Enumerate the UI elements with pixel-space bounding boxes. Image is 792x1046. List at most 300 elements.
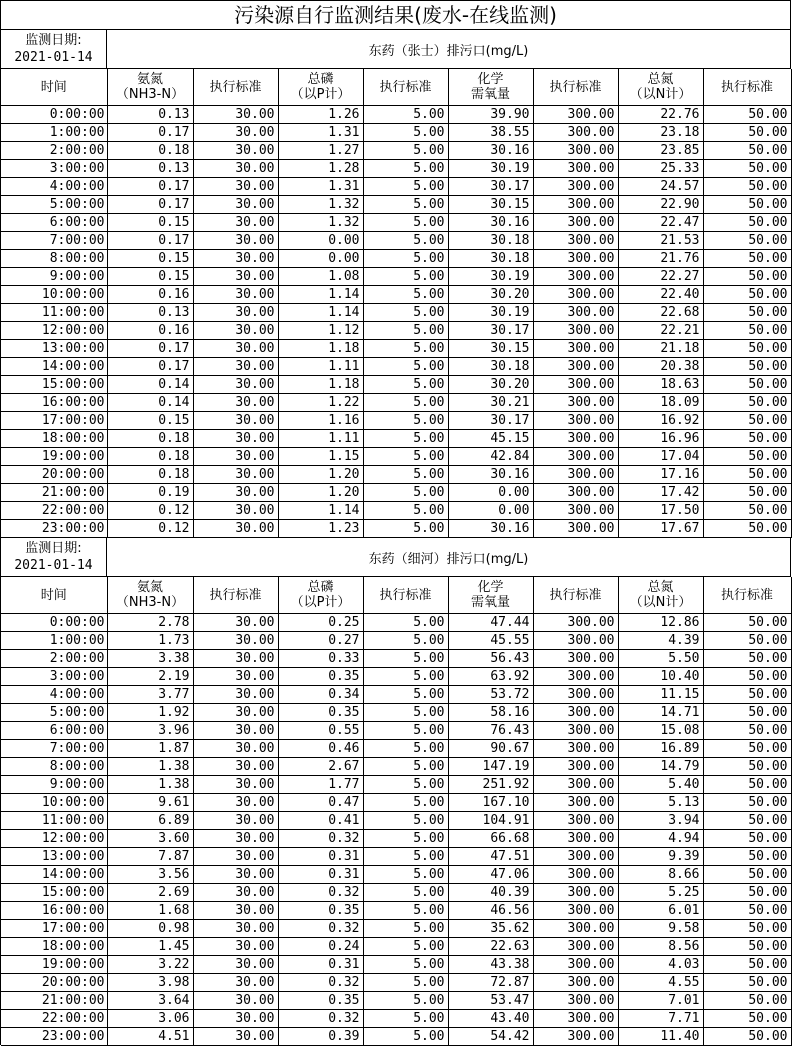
value-cell: 1.32 bbox=[278, 214, 363, 232]
value-cell: 1.18 bbox=[278, 340, 363, 358]
value-cell: 167.10 bbox=[448, 794, 533, 812]
value-cell: 5.00 bbox=[363, 758, 448, 776]
value-cell: 5.00 bbox=[363, 214, 448, 232]
value-cell: 300.00 bbox=[533, 196, 618, 214]
value-cell: 50.00 bbox=[703, 938, 791, 956]
column-header-line: 执行标准 bbox=[379, 79, 432, 95]
value-cell: 0.31 bbox=[278, 956, 363, 974]
value-cell: 30.18 bbox=[448, 358, 533, 376]
value-cell: 5.00 bbox=[363, 902, 448, 920]
value-cell: 0.13 bbox=[107, 304, 193, 322]
time-cell: 12:00:00 bbox=[1, 830, 107, 848]
value-cell: 53.47 bbox=[448, 992, 533, 1010]
value-cell: 76.43 bbox=[448, 722, 533, 740]
time-cell: 7:00:00 bbox=[1, 232, 107, 250]
column-header-line: 执行标准 bbox=[720, 79, 773, 95]
column-header-line: 总氮 bbox=[647, 72, 674, 87]
value-cell: 22.68 bbox=[618, 304, 703, 322]
value-cell: 50.00 bbox=[703, 794, 791, 812]
column-header bbox=[703, 69, 791, 106]
value-cell: 300.00 bbox=[533, 884, 618, 902]
value-cell: 104.91 bbox=[448, 812, 533, 830]
value-cell: 58.16 bbox=[448, 704, 533, 722]
value-cell: 5.00 bbox=[363, 106, 448, 124]
value-cell: 5.00 bbox=[363, 520, 448, 538]
value-cell: 300.00 bbox=[533, 106, 618, 124]
value-cell: 50.00 bbox=[703, 322, 791, 340]
value-cell: 0.32 bbox=[278, 920, 363, 938]
value-cell: 72.87 bbox=[448, 974, 533, 992]
value-cell: 17.16 bbox=[618, 466, 703, 484]
value-cell: 0.00 bbox=[278, 250, 363, 268]
value-cell: 22.63 bbox=[448, 938, 533, 956]
value-cell: 30.16 bbox=[448, 142, 533, 160]
value-cell: 30.15 bbox=[448, 196, 533, 214]
value-cell: 50.00 bbox=[703, 124, 791, 142]
time-cell: 4:00:00 bbox=[1, 178, 107, 196]
value-cell: 9.58 bbox=[618, 920, 703, 938]
table-row bbox=[1, 884, 791, 902]
time-cell: 11:00:00 bbox=[1, 812, 107, 830]
value-cell: 50.00 bbox=[703, 776, 791, 794]
column-header bbox=[278, 577, 363, 614]
column-header bbox=[363, 69, 448, 106]
value-cell: 30.00 bbox=[193, 704, 278, 722]
outlet-name: 东药（细河）排污口(mg/L) bbox=[107, 538, 791, 577]
value-cell: 30.00 bbox=[193, 430, 278, 448]
value-cell: 17.04 bbox=[618, 448, 703, 466]
value-cell: 300.00 bbox=[533, 412, 618, 430]
value-cell: 0.46 bbox=[278, 740, 363, 758]
value-cell: 300.00 bbox=[533, 124, 618, 142]
value-cell: 30.00 bbox=[193, 124, 278, 142]
value-cell: 1.14 bbox=[278, 502, 363, 520]
column-header-line: 需氧量 bbox=[470, 87, 510, 102]
value-cell: 300.00 bbox=[533, 160, 618, 178]
value-cell: 5.00 bbox=[363, 268, 448, 286]
table-row bbox=[1, 178, 791, 196]
value-cell: 8.56 bbox=[618, 938, 703, 956]
value-cell: 56.43 bbox=[448, 650, 533, 668]
value-cell: 16.96 bbox=[618, 430, 703, 448]
table-row bbox=[1, 668, 791, 686]
value-cell: 50.00 bbox=[703, 758, 791, 776]
value-cell: 30.00 bbox=[193, 520, 278, 538]
column-header bbox=[618, 577, 703, 614]
time-cell: 21:00:00 bbox=[1, 484, 107, 502]
value-cell: 1.20 bbox=[278, 466, 363, 484]
value-cell: 5.00 bbox=[363, 1010, 448, 1028]
value-cell: 300.00 bbox=[533, 304, 618, 322]
value-cell: 300.00 bbox=[533, 938, 618, 956]
time-cell: 19:00:00 bbox=[1, 448, 107, 466]
value-cell: 30.00 bbox=[193, 376, 278, 394]
value-cell: 300.00 bbox=[533, 956, 618, 974]
time-cell: 23:00:00 bbox=[1, 520, 107, 538]
table-row bbox=[1, 830, 791, 848]
table-row bbox=[1, 142, 791, 160]
value-cell: 5.00 bbox=[363, 178, 448, 196]
measurement-table bbox=[1, 577, 792, 1046]
value-cell: 50.00 bbox=[703, 232, 791, 250]
value-cell: 251.92 bbox=[448, 776, 533, 794]
value-cell: 5.00 bbox=[363, 286, 448, 304]
table-row bbox=[1, 430, 791, 448]
value-cell: 0.00 bbox=[448, 502, 533, 520]
value-cell: 5.00 bbox=[363, 322, 448, 340]
value-cell: 66.68 bbox=[448, 830, 533, 848]
time-cell: 18:00:00 bbox=[1, 938, 107, 956]
value-cell: 50.00 bbox=[703, 340, 791, 358]
value-cell: 50.00 bbox=[703, 358, 791, 376]
value-cell: 50.00 bbox=[703, 722, 791, 740]
time-cell: 14:00:00 bbox=[1, 358, 107, 376]
table-row bbox=[1, 106, 791, 124]
outlet-name: 东药（张士）排污口(mg/L) bbox=[107, 30, 791, 69]
column-header-line: 氨氮 bbox=[136, 580, 163, 595]
value-cell: 0.00 bbox=[448, 484, 533, 502]
value-cell: 14.79 bbox=[618, 758, 703, 776]
value-cell: 5.00 bbox=[363, 412, 448, 430]
value-cell: 4.03 bbox=[618, 956, 703, 974]
column-header-line: 执行标准 bbox=[209, 79, 262, 95]
column-header-line: 执行标准 bbox=[549, 79, 602, 95]
table-row bbox=[1, 866, 791, 884]
value-cell: 40.39 bbox=[448, 884, 533, 902]
value-cell: 5.00 bbox=[363, 686, 448, 704]
value-cell: 1.18 bbox=[278, 376, 363, 394]
time-cell: 1:00:00 bbox=[1, 124, 107, 142]
value-cell: 3.96 bbox=[107, 722, 193, 740]
value-cell: 6.89 bbox=[107, 812, 193, 830]
value-cell: 5.00 bbox=[363, 830, 448, 848]
value-cell: 3.77 bbox=[107, 686, 193, 704]
column-header bbox=[448, 577, 533, 614]
value-cell: 30.17 bbox=[448, 322, 533, 340]
value-cell: 5.00 bbox=[363, 502, 448, 520]
value-cell: 21.53 bbox=[618, 232, 703, 250]
value-cell: 30.00 bbox=[193, 776, 278, 794]
value-cell: 50.00 bbox=[703, 430, 791, 448]
value-cell: 5.00 bbox=[363, 484, 448, 502]
value-cell: 300.00 bbox=[533, 358, 618, 376]
value-cell: 23.85 bbox=[618, 142, 703, 160]
time-cell: 11:00:00 bbox=[1, 304, 107, 322]
table-row bbox=[1, 794, 791, 812]
table-row bbox=[1, 956, 791, 974]
value-cell: 30.00 bbox=[193, 758, 278, 776]
value-cell: 30.00 bbox=[193, 448, 278, 466]
value-cell: 300.00 bbox=[533, 830, 618, 848]
value-cell: 300.00 bbox=[533, 1010, 618, 1028]
value-cell: 5.00 bbox=[363, 160, 448, 178]
monitor-date-label: 监测日期: bbox=[25, 33, 82, 48]
value-cell: 0.33 bbox=[278, 650, 363, 668]
value-cell: 1.12 bbox=[278, 322, 363, 340]
value-cell: 18.09 bbox=[618, 394, 703, 412]
value-cell: 50.00 bbox=[703, 1010, 791, 1028]
value-cell: 50.00 bbox=[703, 668, 791, 686]
monitor-date-cell bbox=[1, 30, 107, 69]
value-cell: 30.16 bbox=[448, 520, 533, 538]
measurement-table bbox=[1, 69, 792, 538]
value-cell: 30.00 bbox=[193, 160, 278, 178]
value-cell: 3.60 bbox=[107, 830, 193, 848]
value-cell: 6.01 bbox=[618, 902, 703, 920]
value-cell: 0.31 bbox=[278, 866, 363, 884]
value-cell: 5.00 bbox=[363, 1028, 448, 1046]
column-header-row bbox=[1, 577, 791, 614]
value-cell: 2.67 bbox=[278, 758, 363, 776]
value-cell: 300.00 bbox=[533, 632, 618, 650]
value-cell: 0.12 bbox=[107, 520, 193, 538]
value-cell: 30.00 bbox=[193, 848, 278, 866]
column-header bbox=[448, 69, 533, 106]
table-row bbox=[1, 704, 791, 722]
value-cell: 0.15 bbox=[107, 250, 193, 268]
table-row bbox=[1, 484, 791, 502]
value-cell: 0.41 bbox=[278, 812, 363, 830]
value-cell: 16.89 bbox=[618, 740, 703, 758]
value-cell: 50.00 bbox=[703, 920, 791, 938]
column-header-line: （以P计） bbox=[290, 87, 351, 102]
value-cell: 3.98 bbox=[107, 974, 193, 992]
value-cell: 5.00 bbox=[363, 466, 448, 484]
value-cell: 5.00 bbox=[363, 974, 448, 992]
section-header bbox=[1, 30, 791, 69]
column-header bbox=[107, 69, 193, 106]
time-cell: 5:00:00 bbox=[1, 196, 107, 214]
value-cell: 50.00 bbox=[703, 650, 791, 668]
time-cell: 15:00:00 bbox=[1, 884, 107, 902]
table-row bbox=[1, 214, 791, 232]
monitor-date-value: 2021-01-14 bbox=[14, 50, 93, 65]
value-cell: 5.00 bbox=[363, 376, 448, 394]
column-header-line: （以N计） bbox=[629, 595, 692, 610]
value-cell: 300.00 bbox=[533, 974, 618, 992]
time-cell: 17:00:00 bbox=[1, 920, 107, 938]
table-row bbox=[1, 358, 791, 376]
value-cell: 5.00 bbox=[363, 938, 448, 956]
value-cell: 300.00 bbox=[533, 394, 618, 412]
monitor-date-cell bbox=[1, 538, 107, 577]
value-cell: 0.15 bbox=[107, 214, 193, 232]
time-cell: 19:00:00 bbox=[1, 956, 107, 974]
value-cell: 5.00 bbox=[363, 812, 448, 830]
value-cell: 30.19 bbox=[448, 304, 533, 322]
value-cell: 50.00 bbox=[703, 866, 791, 884]
value-cell: 50.00 bbox=[703, 214, 791, 232]
column-header-line: 执行标准 bbox=[379, 587, 432, 603]
time-cell: 14:00:00 bbox=[1, 866, 107, 884]
value-cell: 14.71 bbox=[618, 704, 703, 722]
time-cell: 8:00:00 bbox=[1, 758, 107, 776]
value-cell: 1.31 bbox=[278, 124, 363, 142]
column-header-line: 化学 bbox=[477, 580, 504, 595]
value-cell: 4.39 bbox=[618, 632, 703, 650]
value-cell: 0.25 bbox=[278, 614, 363, 632]
table-row bbox=[1, 758, 791, 776]
value-cell: 12.86 bbox=[618, 614, 703, 632]
value-cell: 50.00 bbox=[703, 466, 791, 484]
value-cell: 300.00 bbox=[533, 340, 618, 358]
value-cell: 50.00 bbox=[703, 686, 791, 704]
value-cell: 30.00 bbox=[193, 214, 278, 232]
table-row bbox=[1, 902, 791, 920]
value-cell: 30.00 bbox=[193, 268, 278, 286]
value-cell: 30.00 bbox=[193, 992, 278, 1010]
value-cell: 5.00 bbox=[363, 632, 448, 650]
value-cell: 30.00 bbox=[193, 304, 278, 322]
value-cell: 50.00 bbox=[703, 614, 791, 632]
value-cell: 300.00 bbox=[533, 448, 618, 466]
value-cell: 50.00 bbox=[703, 704, 791, 722]
value-cell: 0.13 bbox=[107, 160, 193, 178]
section-zhangshi bbox=[1, 30, 791, 538]
value-cell: 11.40 bbox=[618, 1028, 703, 1046]
value-cell: 5.00 bbox=[363, 232, 448, 250]
value-cell: 3.22 bbox=[107, 956, 193, 974]
column-header bbox=[703, 577, 791, 614]
value-cell: 50.00 bbox=[703, 956, 791, 974]
table-row bbox=[1, 614, 791, 632]
value-cell: 30.20 bbox=[448, 286, 533, 304]
value-cell: 30.00 bbox=[193, 794, 278, 812]
value-cell: 30.00 bbox=[193, 920, 278, 938]
time-cell: 20:00:00 bbox=[1, 466, 107, 484]
value-cell: 300.00 bbox=[533, 776, 618, 794]
value-cell: 30.00 bbox=[193, 974, 278, 992]
time-cell: 10:00:00 bbox=[1, 286, 107, 304]
value-cell: 50.00 bbox=[703, 394, 791, 412]
value-cell: 50.00 bbox=[703, 448, 791, 466]
table-row bbox=[1, 650, 791, 668]
value-cell: 5.00 bbox=[363, 358, 448, 376]
value-cell: 1.11 bbox=[278, 358, 363, 376]
value-cell: 0.17 bbox=[107, 358, 193, 376]
time-cell: 2:00:00 bbox=[1, 142, 107, 160]
column-header bbox=[193, 577, 278, 614]
value-cell: 0.24 bbox=[278, 938, 363, 956]
value-cell: 0.32 bbox=[278, 974, 363, 992]
value-cell: 1.20 bbox=[278, 484, 363, 502]
time-cell: 9:00:00 bbox=[1, 776, 107, 794]
value-cell: 30.00 bbox=[193, 1028, 278, 1046]
column-header bbox=[363, 577, 448, 614]
value-cell: 30.00 bbox=[193, 340, 278, 358]
value-cell: 53.72 bbox=[448, 686, 533, 704]
value-cell: 0.18 bbox=[107, 430, 193, 448]
value-cell: 5.00 bbox=[363, 340, 448, 358]
value-cell: 30.00 bbox=[193, 902, 278, 920]
value-cell: 300.00 bbox=[533, 992, 618, 1010]
value-cell: 1.14 bbox=[278, 304, 363, 322]
value-cell: 30.17 bbox=[448, 178, 533, 196]
value-cell: 5.00 bbox=[363, 668, 448, 686]
table-row bbox=[1, 992, 791, 1010]
value-cell: 30.00 bbox=[193, 614, 278, 632]
value-cell: 30.00 bbox=[193, 668, 278, 686]
value-cell: 5.00 bbox=[363, 196, 448, 214]
value-cell: 30.00 bbox=[193, 1010, 278, 1028]
table-row bbox=[1, 812, 791, 830]
value-cell: 0.32 bbox=[278, 1010, 363, 1028]
value-cell: 300.00 bbox=[533, 794, 618, 812]
value-cell: 21.18 bbox=[618, 340, 703, 358]
value-cell: 30.00 bbox=[193, 250, 278, 268]
time-cell: 13:00:00 bbox=[1, 340, 107, 358]
value-cell: 1.27 bbox=[278, 142, 363, 160]
section-header bbox=[1, 538, 791, 577]
value-cell: 50.00 bbox=[703, 376, 791, 394]
value-cell: 30.15 bbox=[448, 340, 533, 358]
value-cell: 50.00 bbox=[703, 106, 791, 124]
value-cell: 300.00 bbox=[533, 902, 618, 920]
value-cell: 1.14 bbox=[278, 286, 363, 304]
value-cell: 30.00 bbox=[193, 502, 278, 520]
value-cell: 5.00 bbox=[363, 142, 448, 160]
value-cell: 300.00 bbox=[533, 250, 618, 268]
value-cell: 30.17 bbox=[448, 412, 533, 430]
time-cell: 22:00:00 bbox=[1, 1010, 107, 1028]
value-cell: 8.66 bbox=[618, 866, 703, 884]
value-cell: 46.56 bbox=[448, 902, 533, 920]
value-cell: 5.00 bbox=[363, 776, 448, 794]
time-cell: 8:00:00 bbox=[1, 250, 107, 268]
time-cell: 21:00:00 bbox=[1, 992, 107, 1010]
value-cell: 5.00 bbox=[363, 848, 448, 866]
table-row bbox=[1, 394, 791, 412]
value-cell: 0.17 bbox=[107, 178, 193, 196]
value-cell: 30.00 bbox=[193, 722, 278, 740]
column-header-line: 执行标准 bbox=[209, 587, 262, 603]
value-cell: 30.00 bbox=[193, 632, 278, 650]
column-header-line: 需氧量 bbox=[470, 595, 510, 610]
value-cell: 5.00 bbox=[363, 650, 448, 668]
time-cell: 7:00:00 bbox=[1, 740, 107, 758]
value-cell: 22.40 bbox=[618, 286, 703, 304]
table-row bbox=[1, 340, 791, 358]
time-cell: 6:00:00 bbox=[1, 214, 107, 232]
value-cell: 50.00 bbox=[703, 974, 791, 992]
value-cell: 0.12 bbox=[107, 502, 193, 520]
value-cell: 30.19 bbox=[448, 160, 533, 178]
time-cell: 3:00:00 bbox=[1, 668, 107, 686]
section-xihe bbox=[1, 538, 791, 1046]
value-cell: 1.26 bbox=[278, 106, 363, 124]
time-cell: 18:00:00 bbox=[1, 430, 107, 448]
value-cell: 300.00 bbox=[533, 232, 618, 250]
value-cell: 30.00 bbox=[193, 938, 278, 956]
table-row bbox=[1, 776, 791, 794]
value-cell: 30.00 bbox=[193, 142, 278, 160]
value-cell: 1.68 bbox=[107, 902, 193, 920]
value-cell: 30.00 bbox=[193, 394, 278, 412]
column-header bbox=[618, 69, 703, 106]
value-cell: 0.35 bbox=[278, 992, 363, 1010]
value-cell: 0.17 bbox=[107, 124, 193, 142]
value-cell: 300.00 bbox=[533, 286, 618, 304]
value-cell: 50.00 bbox=[703, 178, 791, 196]
table-row bbox=[1, 286, 791, 304]
value-cell: 1.45 bbox=[107, 938, 193, 956]
value-cell: 300.00 bbox=[533, 722, 618, 740]
value-cell: 1.16 bbox=[278, 412, 363, 430]
table-row bbox=[1, 196, 791, 214]
value-cell: 30.00 bbox=[193, 178, 278, 196]
value-cell: 300.00 bbox=[533, 214, 618, 232]
value-cell: 300.00 bbox=[533, 740, 618, 758]
